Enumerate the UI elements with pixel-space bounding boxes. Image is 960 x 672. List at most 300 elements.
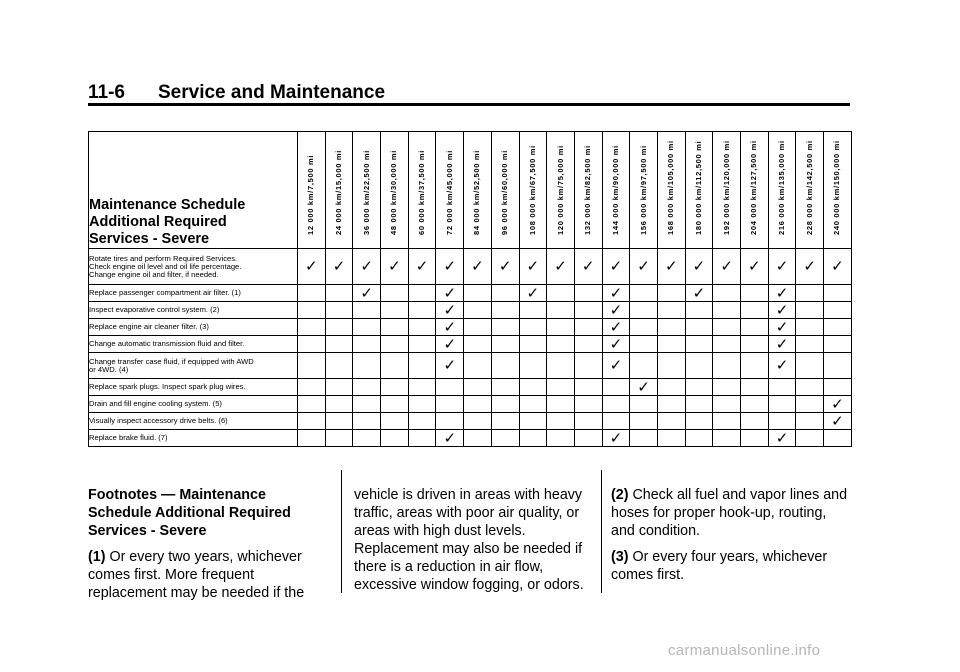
schedule-cell	[491, 249, 519, 285]
schedule-cell	[464, 379, 492, 396]
schedule-cell	[325, 319, 353, 336]
interval-label: 168 000 km/105,000 mi	[666, 140, 676, 235]
schedule-cell	[685, 396, 713, 413]
watermark: carmanualsonline.info	[668, 642, 821, 659]
schedule-cell	[796, 319, 824, 336]
schedule-cell	[547, 396, 575, 413]
check-icon: ✓	[498, 258, 512, 275]
interval-header	[325, 132, 353, 249]
schedule-cell	[519, 285, 547, 302]
table-row	[89, 413, 852, 430]
schedule-cell	[381, 430, 409, 447]
check-icon: ✓	[775, 284, 789, 302]
service-description	[89, 319, 298, 336]
check-icon: ✓	[609, 301, 623, 319]
check-icon: ✓	[748, 258, 761, 275]
interval-header	[298, 132, 326, 249]
schedule-cell	[713, 379, 741, 396]
schedule-cell	[408, 285, 436, 302]
schedule-cell	[630, 413, 658, 430]
schedule-cell	[657, 379, 685, 396]
schedule-cell	[381, 353, 409, 379]
schedule-cell	[685, 353, 713, 379]
schedule-cell	[325, 413, 353, 430]
schedule-cell	[547, 353, 575, 379]
schedule-cell	[713, 353, 741, 379]
check-icon: ✓	[443, 318, 457, 336]
service-description	[89, 336, 298, 353]
schedule-cell	[381, 319, 409, 336]
schedule-cell	[325, 396, 353, 413]
check-icon: ✓	[831, 395, 844, 413]
footnote-3-text: Or every four years, whichever comes first.	[611, 549, 828, 583]
schedule-cell	[768, 379, 796, 396]
schedule-cell	[436, 379, 464, 396]
service-description	[89, 396, 298, 413]
schedule-cell	[657, 285, 685, 302]
service-description-line: Visually inspect accessory drive belts. (6)	[89, 416, 228, 425]
schedule-cell	[464, 396, 492, 413]
check-icon: ✓	[305, 258, 318, 275]
schedule-cell	[353, 353, 381, 379]
schedule-cell	[685, 319, 713, 336]
schedule-cell	[713, 319, 741, 336]
schedule-cell	[768, 319, 796, 336]
schedule-cell	[630, 379, 658, 396]
schedule-cell	[491, 285, 519, 302]
schedule-cell	[491, 319, 519, 336]
schedule-cell	[796, 430, 824, 447]
schedule-cell	[491, 430, 519, 447]
schedule-cell	[824, 353, 852, 379]
schedule-cell	[491, 379, 519, 396]
schedule-cell	[741, 430, 769, 447]
schedule-cell	[381, 302, 409, 319]
interval-header	[713, 132, 741, 249]
schedule-cell	[796, 379, 824, 396]
schedule-cell	[381, 336, 409, 353]
schedule-cell	[436, 396, 464, 413]
schedule-cell	[436, 353, 464, 379]
interval-label: 72 000 km/45,000 mi	[444, 149, 454, 235]
schedule-cell	[602, 285, 630, 302]
schedule-cell	[519, 413, 547, 430]
schedule-cell	[547, 379, 575, 396]
schedule-cell	[602, 336, 630, 353]
schedule-cell	[741, 319, 769, 336]
interval-label: 84 000 km/52,500 mi	[472, 149, 482, 235]
interval-header	[574, 132, 602, 249]
interval-label: 144 000 km/90,000 mi	[610, 145, 620, 235]
schedule-cell	[602, 430, 630, 447]
schedule-cell	[408, 336, 436, 353]
check-icon: ✓	[360, 284, 373, 302]
schedule-cell	[408, 319, 436, 336]
service-description-line: Change automatic transmission fluid and filter.	[89, 339, 245, 348]
column-divider	[601, 470, 602, 593]
schedule-cell	[630, 336, 658, 353]
schedule-cell	[768, 353, 796, 379]
footnote-2-number: (2)	[611, 487, 629, 503]
footnote-2-text: Check all fuel and vapor lines and hoses for proper hook-up, routing, and condition.	[611, 487, 848, 539]
schedule-cell	[630, 302, 658, 319]
check-icon: ✓	[775, 357, 789, 374]
interval-header	[408, 132, 436, 249]
schedule-cell	[436, 430, 464, 447]
footnote-1-text-a: Or every two years, whichever comes first. More frequent replacement may be needed if the	[88, 549, 305, 601]
page-number: 11-6	[88, 82, 125, 103]
schedule-cell	[824, 319, 852, 336]
schedule-cell	[298, 249, 326, 285]
service-description	[89, 285, 298, 302]
interval-header	[491, 132, 519, 249]
schedule-cell	[519, 353, 547, 379]
schedule-cell	[685, 302, 713, 319]
interval-header	[768, 132, 796, 249]
schedule-cell	[574, 379, 602, 396]
schedule-cell	[353, 379, 381, 396]
schedule-cell	[547, 249, 575, 285]
schedule-cell	[657, 249, 685, 285]
schedule-cell	[547, 285, 575, 302]
check-icon: ✓	[443, 258, 457, 275]
schedule-cell	[657, 413, 685, 430]
footnote-1	[88, 548, 328, 602]
check-icon: ✓	[443, 301, 457, 319]
service-description-line: Replace passenger compartment air filter. (1)	[89, 288, 241, 297]
interval-header	[685, 132, 713, 249]
schedule-cell	[464, 319, 492, 336]
schedule-cell	[464, 285, 492, 302]
schedule-cell	[547, 302, 575, 319]
interval-header	[657, 132, 685, 249]
schedule-cell	[353, 413, 381, 430]
table-title-line: Maintenance Schedule	[89, 197, 246, 213]
service-description	[89, 353, 298, 379]
service-description	[89, 430, 298, 447]
schedule-cell	[464, 353, 492, 379]
schedule-cell	[298, 413, 326, 430]
schedule-cell	[657, 319, 685, 336]
schedule-cell	[574, 413, 602, 430]
schedule-cell	[353, 430, 381, 447]
schedule-cell	[491, 302, 519, 319]
interval-label: 120 000 km/75,000 mi	[555, 145, 565, 235]
check-icon: ✓	[609, 429, 623, 447]
schedule-cell	[298, 285, 326, 302]
schedule-cell	[519, 430, 547, 447]
schedule-cell	[657, 396, 685, 413]
schedule-cell	[796, 353, 824, 379]
check-icon: ✓	[526, 284, 540, 302]
table-row	[89, 285, 852, 302]
schedule-cell	[353, 285, 381, 302]
interval-label: 240 000 km/150,000 mi	[832, 140, 842, 235]
check-icon: ✓	[831, 412, 844, 430]
service-description-line: Drain and fill engine cooling system. (5)	[89, 399, 222, 408]
schedule-cell	[741, 379, 769, 396]
schedule-cell	[436, 319, 464, 336]
interval-header	[741, 132, 769, 249]
schedule-cell	[768, 336, 796, 353]
schedule-cell	[436, 285, 464, 302]
schedule-cell	[325, 249, 353, 285]
check-icon: ✓	[415, 258, 429, 275]
schedule-cell	[381, 379, 409, 396]
schedule-cell	[768, 285, 796, 302]
schedule-cell	[657, 336, 685, 353]
schedule-cell	[630, 319, 658, 336]
interval-label: 180 000 km/112,500 mi	[693, 140, 703, 235]
schedule-cell	[298, 353, 326, 379]
interval-label: 132 000 km/82,500 mi	[583, 145, 593, 235]
schedule-cell	[685, 336, 713, 353]
service-description-line: Change transfer case fluid, if equipped with AWD	[89, 356, 254, 366]
schedule-cell	[796, 285, 824, 302]
schedule-cell	[657, 302, 685, 319]
schedule-cell	[796, 302, 824, 319]
schedule-cell	[353, 396, 381, 413]
schedule-cell	[298, 379, 326, 396]
schedule-cell	[741, 285, 769, 302]
schedule-cell	[408, 413, 436, 430]
schedule-cell	[298, 396, 326, 413]
schedule-cell	[796, 249, 824, 285]
table-row	[89, 353, 852, 379]
table-row	[89, 319, 852, 336]
interval-header	[464, 132, 492, 249]
table-row	[89, 336, 852, 353]
check-icon: ✓	[664, 258, 678, 275]
interval-header	[353, 132, 381, 249]
service-description	[89, 379, 298, 396]
schedule-cell	[713, 285, 741, 302]
interval-label: 192 000 km/120,000 mi	[721, 140, 731, 235]
schedule-cell	[408, 379, 436, 396]
check-icon: ✓	[332, 258, 346, 275]
interval-header	[436, 132, 464, 249]
interval-label: 108 000 km/67,500 mi	[527, 145, 537, 235]
schedule-cell	[353, 249, 381, 285]
schedule-cell	[741, 413, 769, 430]
schedule-cell	[408, 396, 436, 413]
service-description-line: Inspect evaporative control system. (2)	[89, 305, 220, 314]
schedule-cell	[768, 413, 796, 430]
service-description-line: Replace brake fluid. (7)	[89, 433, 168, 442]
service-description-line: or 4WD. (4)	[89, 364, 129, 374]
schedule-cell	[741, 353, 769, 379]
schedule-cell	[519, 249, 547, 285]
service-description	[89, 302, 298, 319]
schedule-cell	[657, 430, 685, 447]
check-icon: ✓	[775, 318, 789, 336]
service-description-line: Change engine oil and filter, if needed.	[89, 269, 219, 279]
table-row	[89, 379, 852, 396]
schedule-cell	[713, 302, 741, 319]
schedule-cell	[685, 285, 713, 302]
schedule-cell	[768, 396, 796, 413]
interval-header	[381, 132, 409, 249]
table-title-line: Additional Required	[89, 214, 227, 230]
interval-label: 36 000 km/22,500 mi	[361, 149, 371, 235]
schedule-cell	[519, 379, 547, 396]
footnote-1-number: (1)	[88, 549, 106, 565]
schedule-cell	[547, 336, 575, 353]
footnotes-column-3	[611, 486, 851, 592]
interval-header	[547, 132, 575, 249]
schedule-cell	[325, 379, 353, 396]
check-icon: ✓	[609, 318, 623, 336]
schedule-cell	[464, 430, 492, 447]
schedule-cell	[824, 430, 852, 447]
schedule-cell	[741, 336, 769, 353]
schedule-cell	[381, 413, 409, 430]
schedule-cell	[768, 302, 796, 319]
service-description-line: Replace engine air cleaner filter. (3)	[89, 322, 209, 331]
schedule-cell	[602, 319, 630, 336]
schedule-cell	[298, 319, 326, 336]
interval-label: 156 000 km/97,500 mi	[638, 145, 648, 235]
schedule-cell	[298, 302, 326, 319]
column-divider	[341, 470, 342, 593]
schedule-cell	[713, 336, 741, 353]
schedule-cell	[574, 302, 602, 319]
interval-label: 60 000 km/37,500 mi	[417, 149, 427, 235]
schedule-cell	[325, 285, 353, 302]
check-icon: ✓	[720, 258, 733, 275]
schedule-cell	[408, 430, 436, 447]
schedule-cell	[630, 285, 658, 302]
footnotes-column-1	[88, 486, 328, 610]
schedule-cell	[491, 396, 519, 413]
schedule-cell	[602, 379, 630, 396]
schedule-cell	[574, 319, 602, 336]
check-icon: ✓	[775, 301, 789, 319]
schedule-cell	[630, 353, 658, 379]
schedule-cell	[436, 249, 464, 285]
footnote-2	[611, 486, 851, 540]
schedule-cell	[353, 319, 381, 336]
schedule-cell	[574, 249, 602, 285]
footnote-1-continued: vehicle is driven in areas with heavy traffic, areas with poor air quality, or areas with high dust levels. Replacement may also be needed if there is a reduction in air flow, excessive window fogging, or odors.	[354, 487, 584, 593]
schedule-cell	[602, 249, 630, 285]
schedule-cell	[685, 430, 713, 447]
check-icon: ✓	[775, 258, 789, 275]
schedule-cell	[491, 336, 519, 353]
table-row	[89, 302, 852, 319]
schedule-cell	[381, 396, 409, 413]
interval-label: 12 000 km/7,500 mi	[306, 154, 316, 235]
schedule-cell	[824, 336, 852, 353]
schedule-cell	[602, 353, 630, 379]
check-icon: ✓	[609, 335, 623, 353]
page-title: Service and Maintenance	[158, 82, 386, 103]
check-icon: ✓	[831, 258, 844, 275]
schedule-cell	[491, 413, 519, 430]
maintenance-schedule-table	[88, 131, 852, 447]
schedule-cell	[325, 336, 353, 353]
interval-header	[519, 132, 547, 249]
interval-header	[796, 132, 824, 249]
schedule-cell	[464, 336, 492, 353]
interval-header	[824, 132, 852, 249]
schedule-cell	[602, 302, 630, 319]
schedule-cell	[325, 430, 353, 447]
footnotes-title: Footnotes — Maintenance Schedule Additional Required Services - Severe	[88, 487, 291, 539]
schedule-cell	[824, 413, 852, 430]
table-title-line: Services - Severe	[89, 231, 210, 247]
interval-label: 48 000 km/30,000 mi	[389, 149, 399, 235]
check-icon: ✓	[388, 258, 401, 275]
schedule-cell	[768, 249, 796, 285]
schedule-cell	[713, 430, 741, 447]
footnotes-column-2	[354, 486, 594, 602]
check-icon: ✓	[443, 284, 457, 302]
check-icon: ✓	[526, 258, 540, 275]
check-icon: ✓	[803, 258, 816, 275]
header-rule	[88, 103, 850, 106]
schedule-cell	[408, 302, 436, 319]
table-title	[89, 132, 298, 249]
check-icon: ✓	[443, 335, 457, 353]
check-icon: ✓	[471, 258, 484, 275]
schedule-cell	[796, 336, 824, 353]
check-icon: ✓	[637, 378, 650, 396]
check-icon: ✓	[443, 357, 457, 374]
schedule-cell	[436, 302, 464, 319]
schedule-cell	[408, 249, 436, 285]
schedule-cell	[574, 353, 602, 379]
check-icon: ✓	[692, 258, 706, 275]
check-icon: ✓	[609, 357, 623, 374]
check-icon: ✓	[581, 258, 595, 275]
table-header-row	[89, 132, 852, 249]
schedule-cell	[741, 302, 769, 319]
schedule-cell	[298, 336, 326, 353]
check-icon: ✓	[554, 258, 567, 275]
schedule-cell	[824, 249, 852, 285]
service-description	[89, 413, 298, 430]
schedule-cell	[741, 396, 769, 413]
schedule-cell	[519, 396, 547, 413]
schedule-cell	[824, 396, 852, 413]
check-icon: ✓	[775, 335, 789, 353]
schedule-cell	[824, 379, 852, 396]
schedule-cell	[574, 285, 602, 302]
schedule-cell	[491, 353, 519, 379]
schedule-cell	[685, 249, 713, 285]
schedule-cell	[713, 413, 741, 430]
schedule-cell	[796, 396, 824, 413]
schedule-cell	[768, 430, 796, 447]
schedule-cell	[381, 249, 409, 285]
service-description-line: Rotate tires and perform Required Services.	[89, 253, 238, 263]
schedule-cell	[547, 319, 575, 336]
schedule-cell	[408, 353, 436, 379]
table-row	[89, 396, 852, 413]
schedule-cell	[547, 430, 575, 447]
interval-label: 96 000 km/60,000 mi	[500, 149, 510, 235]
schedule-cell	[436, 413, 464, 430]
interval-label: 216 000 km/135,000 mi	[777, 140, 787, 235]
schedule-cell	[353, 302, 381, 319]
schedule-cell	[298, 430, 326, 447]
schedule-cell	[519, 319, 547, 336]
service-description-line: Check engine oil level and oil life percentage.	[89, 261, 242, 271]
schedule-cell	[824, 302, 852, 319]
schedule-cell	[519, 302, 547, 319]
schedule-cell	[464, 413, 492, 430]
